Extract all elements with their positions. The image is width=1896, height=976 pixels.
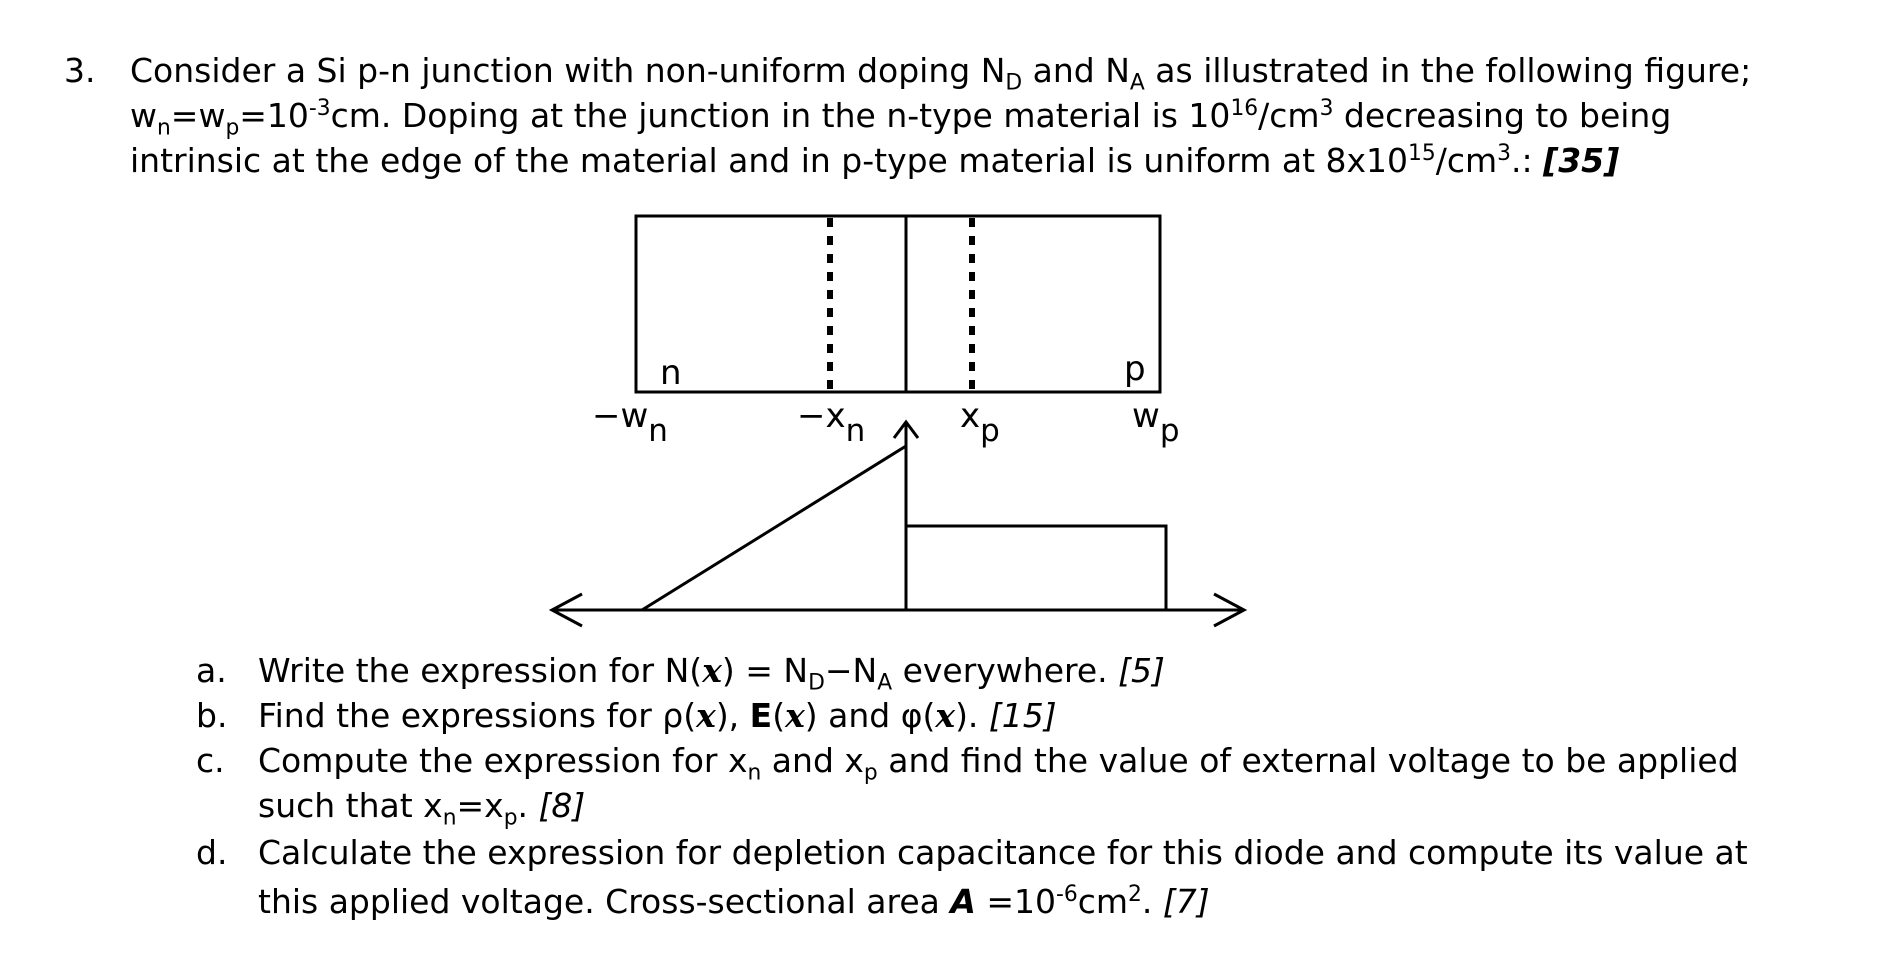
part-text: =10 [975, 882, 1057, 921]
subscript: A [877, 670, 893, 696]
superscript: 3 [1319, 96, 1334, 121]
neg-xn-label: −xn [797, 396, 866, 449]
part-text: cm [1077, 882, 1129, 921]
part-c [196, 738, 1756, 831]
sub-questions [196, 648, 1756, 924]
area-symbol: A [950, 882, 976, 921]
part-text: −N [824, 651, 878, 690]
part-letter: b. [196, 696, 228, 735]
math-var: x [696, 696, 716, 735]
part-text: Compute the expression for x [258, 741, 748, 780]
part-letter: d. [196, 833, 228, 872]
part-a [196, 648, 1756, 696]
stem-text: and N [1022, 51, 1130, 90]
part-text: and find the value of external voltage to be applied [877, 741, 1739, 780]
p-side-uniform-doping-rect [906, 526, 1166, 610]
device-outline [636, 216, 1160, 392]
part-b [196, 693, 1756, 738]
stem-text: =w [170, 96, 226, 135]
stem-text: as illustrated in the following figure; [1144, 51, 1752, 90]
stem-text: w [130, 96, 157, 135]
subscript: p [503, 805, 518, 831]
subscript: A [1129, 70, 1145, 96]
neg-wn-label: −wn [592, 396, 668, 449]
part-text: Write the expression for N( [258, 651, 703, 690]
stem-text: intrinsic at the edge of the material and in p-type material is uniform at 8x10 [130, 141, 1409, 180]
part-letter: c. [196, 741, 225, 780]
superscript: 15 [1408, 141, 1436, 166]
part-points: [5] [1118, 651, 1165, 690]
stem-text: decreasing to being [1333, 96, 1672, 135]
part-points: [15] [988, 696, 1057, 735]
wp-label: wp [1132, 396, 1180, 449]
stem-text: Consider a Si p-n junction with non-uniform doping N [130, 51, 1006, 90]
superscript: -6 [1056, 882, 1078, 907]
part-text: such that x [258, 786, 443, 825]
part-text: =x [456, 786, 504, 825]
subscript: p [863, 760, 878, 786]
xp-label: xp [960, 396, 1000, 449]
superscript: 16 [1230, 96, 1259, 121]
p-region-label: p [1124, 349, 1146, 389]
stem-text: =10 [239, 96, 309, 135]
math-var: x [785, 696, 805, 735]
superscript: 3 [1497, 141, 1511, 166]
part-text: ). [955, 696, 989, 735]
stem-text: cm. Doping at the junction in the n-type material is 10 [330, 96, 1231, 135]
part-points: [8] [538, 786, 586, 825]
n-side-linear-doping-line [642, 446, 906, 610]
subscript: D [1005, 70, 1023, 96]
n-region-label: n [660, 353, 682, 393]
stem-text: /cm [1258, 96, 1320, 135]
superscript: -3 [308, 96, 331, 121]
stem-text: .: [1511, 141, 1544, 180]
problem-number: 3. [64, 51, 96, 90]
subscript: n [157, 115, 171, 141]
part-text: Find the expressions for ρ( [258, 696, 697, 735]
part-text: this applied voltage. Cross-sectional area [258, 882, 951, 921]
subscript: p [225, 115, 240, 141]
part-text: Calculate the expression for depletion capacitance for this diode and compute its value at [258, 833, 1748, 872]
part-points: [7] [1162, 882, 1210, 921]
part-text: everywhere. [892, 651, 1119, 690]
part-text: ) and φ( [804, 696, 936, 735]
part-d [196, 830, 1756, 924]
part-d-line-2 [258, 879, 1756, 924]
part-text: ), [715, 696, 750, 735]
part-text: ( [772, 696, 786, 735]
electric-field-symbol: E [749, 696, 773, 735]
part-letter: a. [196, 651, 227, 690]
math-var: x [935, 696, 956, 735]
part-text: ) = N [721, 651, 809, 690]
subscript: n [442, 805, 457, 831]
problem-points: [35] [1543, 141, 1620, 180]
math-var: x [702, 651, 722, 690]
subscript: n [747, 760, 762, 786]
stem-text: /cm [1435, 141, 1498, 180]
part-text: and x [761, 741, 864, 780]
part-text: . [1141, 882, 1163, 921]
part-text: . [517, 786, 539, 825]
superscript: 2 [1128, 882, 1142, 907]
subscript: D [808, 670, 825, 696]
